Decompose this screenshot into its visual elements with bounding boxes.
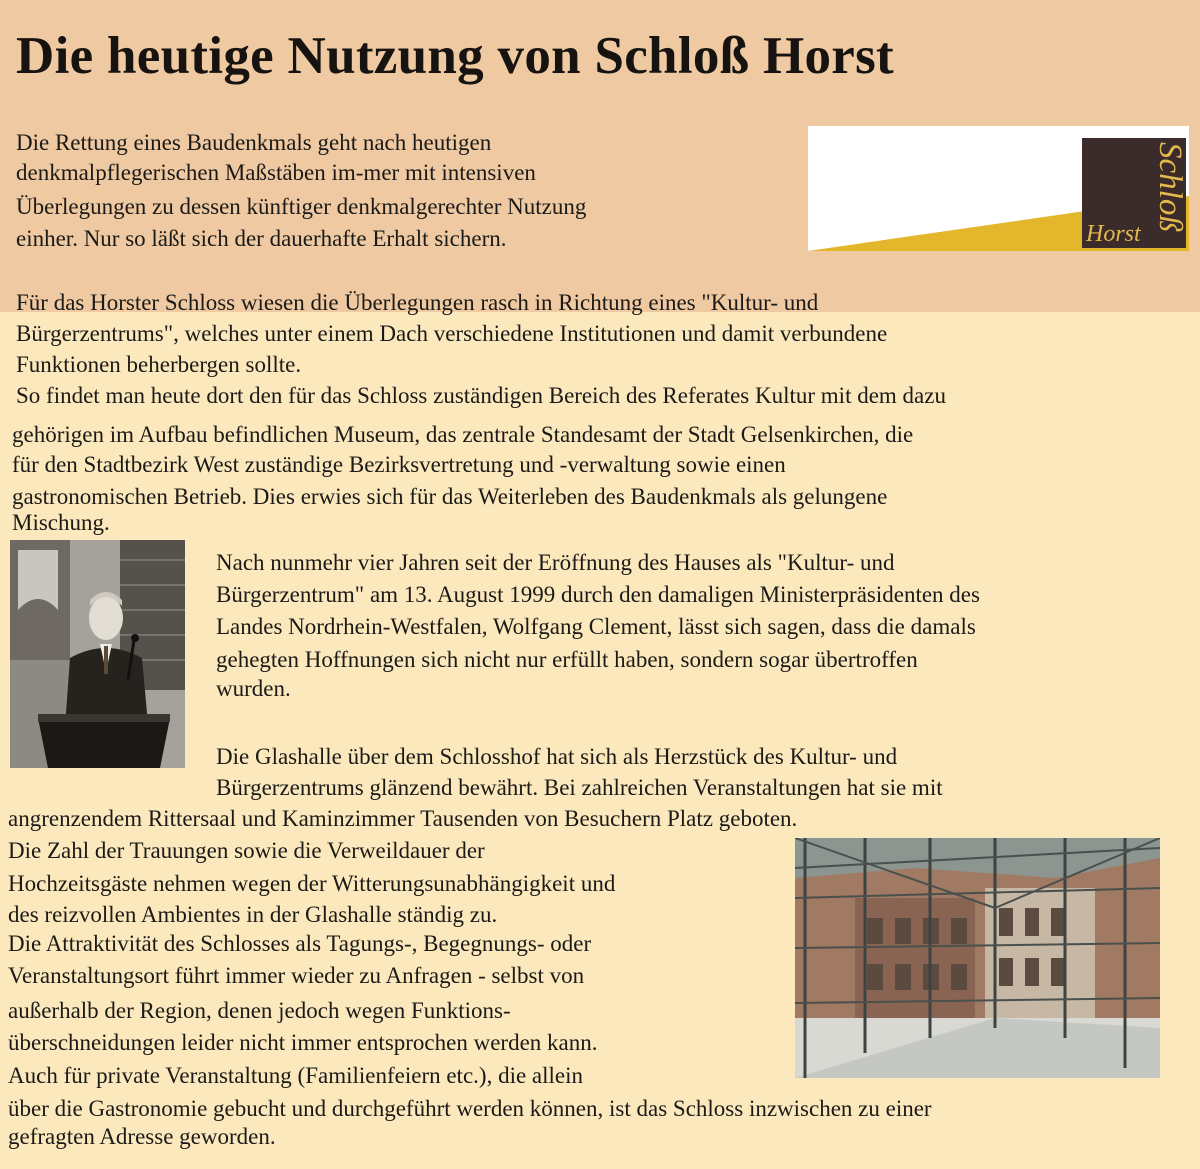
paragraph-line: Landes Nordrhein-Westfalen, Wolfgang Clement, lässt sich sagen, dass die damals — [216, 614, 976, 639]
paragraph-line: Nach nunmehr vier Jahren seit der Eröffnung des Hauses als "Kultur- und — [216, 550, 895, 575]
paragraph-line: Auch für private Veranstaltung (Familienfeiern etc.), die allein — [8, 1063, 583, 1088]
paragraph-line: Veranstaltungsort führt immer wieder zu Anfragen - selbst von — [8, 963, 585, 988]
paragraph-line: Mischung. — [12, 510, 110, 535]
paragraph-line: über die Gastronomie gebucht und durchgeführt werden können, ist das Schloss inzwischen zu einer — [8, 1096, 932, 1121]
paragraph-line: Bürgerzentrums glänzend bewährt. Bei zahlreichen Veranstaltungen hat sie mit — [216, 775, 943, 800]
logo-text-schloss: Schloß — [1152, 142, 1188, 232]
paragraph-line: für den Stadtbezirk West zuständige Bezirksvertretung und -verwaltung sowie einen — [12, 452, 786, 477]
paragraph-line: des reizvollen Ambientes in der Glashalle ständig zu. — [8, 902, 498, 927]
paragraph-line: Bürgerzentrum" am 13. August 1999 durch den damaligen Ministerpräsidenten des — [216, 582, 980, 607]
paragraph-line: angrenzendem Rittersaal und Kaminzimmer Tausenden von Besuchern Platz geboten. — [8, 806, 798, 831]
paragraph-line: Bürgerzentrums", welches unter einem Dach verschiedene Institutionen und damit verbundene — [16, 321, 888, 346]
paragraph-line: wurden. — [216, 676, 291, 701]
speaker-photo — [10, 540, 185, 768]
paragraph-line: Für das Horster Schloss wiesen die Überlegungen rasch in Richtung eines "Kultur- und — [16, 290, 819, 315]
paragraph-line: gehörigen im Aufbau befindlichen Museum, das zentrale Standesamt der Stadt Gelsenkirchen, die — [12, 422, 914, 447]
logo-text-horst: Horst — [1086, 221, 1141, 247]
paragraph-line: Die Attraktivität des Schlosses als Tagungs-, Begegnungs- oder — [8, 931, 592, 956]
paragraph-line: gehegten Hoffnungen sich nicht nur erfüllt haben, sondern sogar übertroffen — [216, 647, 918, 672]
page-title: Die heutige Nutzung von Schloß Horst — [16, 27, 895, 85]
paragraph-line: gefragten Adresse geworden. — [8, 1124, 276, 1149]
paragraph-line: So findet man heute dort den für das Schloss zuständigen Bereich des Referates Kultur mit dem dazu — [16, 383, 946, 408]
paragraph-line: gastronomischen Betrieb. Dies erwies sich für das Weiterleben des Baudenkmals als gelungene — [12, 484, 888, 509]
paragraph-line: Die Glashalle über dem Schlosshof hat sich als Herzstück des Kultur- und — [216, 744, 898, 769]
paragraph-line: überschneidungen leider nicht immer entsprochen werden kann. — [8, 1030, 598, 1055]
schloss-horst-logo — [808, 126, 1189, 251]
intro-line: denkmalpflegerischen Maßstäben im-mer mit intensiven — [16, 160, 536, 185]
intro-line: Überlegungen zu dessen künftiger denkmalgerechter Nutzung — [16, 194, 587, 219]
intro-line: einher. Nur so läßt sich der dauerhafte Erhalt sichern. — [16, 226, 507, 251]
paragraph-line: Funktionen beherbergen sollte. — [16, 352, 302, 377]
intro-line: Die Rettung eines Baudenkmals geht nach heutigen — [16, 130, 492, 155]
glass-hall-photo — [795, 838, 1160, 1078]
paragraph-line: Hochzeitsgäste nehmen wegen der Witterungsunabhängigkeit und — [8, 871, 616, 896]
paragraph-line: Die Zahl der Trauungen sowie die Verweildauer der — [8, 838, 485, 863]
paragraph-line: außerhalb der Region, denen jedoch wegen Funktions- — [8, 998, 511, 1023]
